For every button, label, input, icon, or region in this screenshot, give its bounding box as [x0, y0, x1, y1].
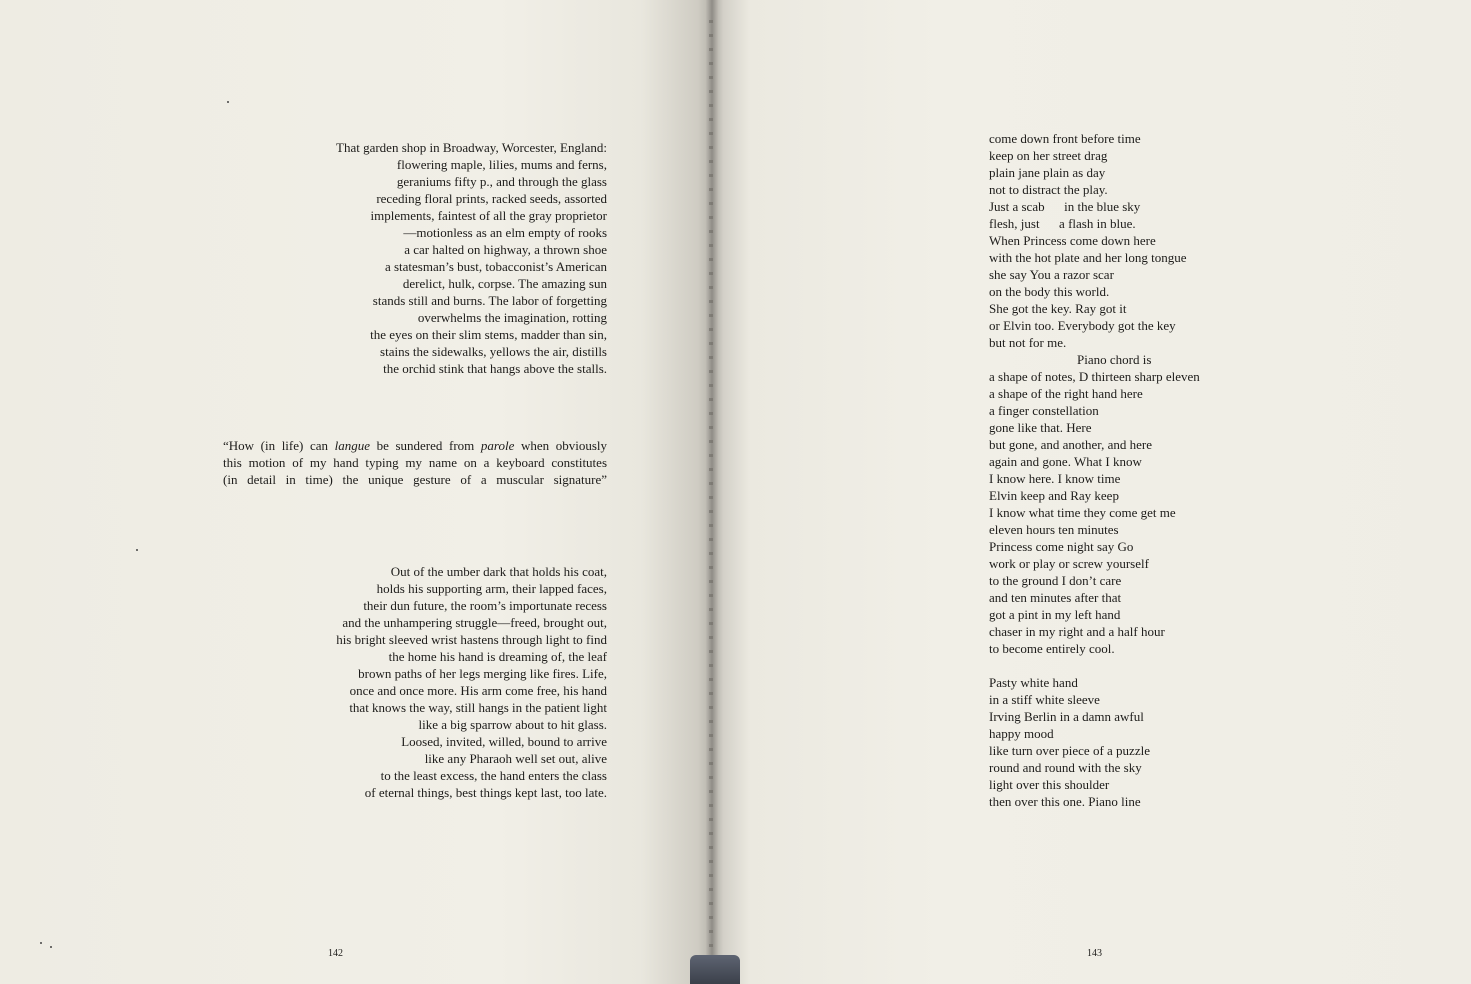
poem-line: That garden shop in Broadway, Worcester, England:: [336, 140, 607, 155]
poem-line: a shape of the right hand here: [989, 386, 1143, 401]
paper-speck: [136, 549, 138, 551]
poem-line: the home his hand is dreaming of, the leaf: [388, 649, 607, 664]
paper-speck: [227, 101, 229, 103]
paper-speck: [40, 942, 42, 944]
poem-line: happy mood: [989, 726, 1054, 741]
poem-line: the eyes on their slim stems, madder than sin,: [370, 327, 607, 342]
poem-line: a finger constellation: [989, 403, 1099, 418]
poem-line: keep on her street drag: [989, 148, 1108, 163]
poem-line: she say You a razor scar: [989, 267, 1114, 282]
poem-line: but not for me.: [989, 335, 1067, 350]
poem-line: not to distract the play.: [989, 182, 1108, 197]
poem-line: flesh, just a flash in blue.: [989, 216, 1136, 231]
poem-line: gone like that. Here: [989, 420, 1092, 435]
poem-piano: [989, 130, 1329, 810]
poem-line: When Princess come down here: [989, 233, 1156, 248]
poem-line: derelict, hulk, corpse. The amazing sun: [402, 276, 607, 291]
poem-line: plain jane plain as day: [989, 165, 1106, 180]
poem-line: I know what time they come get me: [989, 505, 1176, 520]
poem-line: like a big sparrow about to hit glass.: [418, 717, 607, 732]
poem-line: like turn over piece of a puzzle: [989, 743, 1150, 758]
poem-line: a shape of notes, D thirteen sharp eleven: [989, 369, 1200, 384]
poem-line: She got the key. Ray got it: [989, 301, 1127, 316]
poem-line: round and round with the sky: [989, 760, 1142, 775]
poem-line: Irving Berlin in a damn awful: [989, 709, 1144, 724]
poem-line: of eternal things, best things kept last, too late.: [364, 785, 607, 800]
poem-line: with the hot plate and her long tongue: [989, 250, 1187, 265]
binding-edge: [690, 955, 740, 984]
poem-line: implements, faintest of all the gray proprietor: [370, 208, 607, 223]
poem-line: like any Pharaoh well set out, alive: [424, 751, 607, 766]
poem-line: receding floral prints, racked seeds, assorted: [376, 191, 607, 206]
stanza-break: [989, 657, 1329, 674]
poem-line: flowering maple, lilies, mums and ferns,: [396, 157, 607, 172]
poem-line: overwhelms the imagination, rotting: [417, 310, 607, 325]
quote-langue-parole: [223, 437, 607, 488]
quote-line: (in detail in time) the unique gesture of a muscular signature”: [223, 472, 607, 487]
quote-line: this motion of my hand typing my name on a keyboard constitutes: [223, 455, 607, 470]
poem-line: or Elvin too. Everybody got the key: [989, 318, 1176, 333]
poem-stanza-umber-dark: [250, 563, 607, 801]
poem-line: but gone, and another, and here: [989, 437, 1153, 452]
poem-line: Just a scab in the blue sky: [989, 199, 1141, 214]
poem-line: again and gone. What I know: [989, 454, 1142, 469]
poem-line: to become entirely cool.: [989, 641, 1115, 656]
poem-line: brown paths of her legs merging like fires. Life,: [358, 666, 607, 681]
poem-line: stands still and burns. The labor of forgetting: [372, 293, 607, 308]
poem-line: eleven hours ten minutes: [989, 522, 1119, 537]
binding-stitches: [709, 20, 713, 960]
paper-speck: [50, 946, 52, 948]
poem-line: to the least excess, the hand enters the class: [380, 768, 607, 783]
poem-line: —motionless as an elm empty of rooks: [403, 225, 607, 240]
poem-line: got a pint in my left hand: [989, 607, 1121, 622]
poem-line: Loosed, invited, willed, bound to arrive: [401, 734, 607, 749]
page-number-left: 142: [328, 948, 343, 959]
poem-line: come down front before time: [989, 131, 1141, 146]
poem-line: I know here. I know time: [989, 471, 1121, 486]
poem-line: his bright sleeved wrist hastens through light to find: [336, 632, 607, 647]
poem-line: and ten minutes after that: [989, 590, 1122, 605]
poem-line: a car halted on highway, a thrown shoe: [404, 242, 607, 257]
poem-line: then over this one. Piano line: [989, 794, 1141, 809]
poem-line: Out of the umber dark that holds his coat,: [390, 564, 607, 579]
poem-line: a statesman’s bust, tobacconist’s American: [384, 259, 607, 274]
page-number-right: 143: [1087, 948, 1102, 959]
poem-line: on the body this world.: [989, 284, 1110, 299]
left-page: [0, 0, 712, 984]
poem-line: chaser in my right and a half hour: [989, 624, 1165, 639]
poem-line: once and once more. His arm come free, his hand: [349, 683, 607, 698]
poem-line: in a stiff white sleeve: [989, 692, 1100, 707]
poem-line: Elvin keep and Ray keep: [989, 488, 1119, 503]
poem-line: holds his supporting arm, their lapped faces,: [376, 581, 607, 596]
poem-line: light over this shoulder: [989, 777, 1110, 792]
poem-line: geraniums fifty p., and through the glass: [396, 174, 607, 189]
poem-line: Pasty white hand: [989, 675, 1078, 690]
poem-line: stains the sidewalks, yellows the air, distills: [380, 344, 607, 359]
poem-line: Princess come night say Go: [989, 539, 1134, 554]
poem-line: and the unhampering struggle—freed, brought out,: [342, 615, 607, 630]
poem-stanza-garden-shop: [250, 139, 607, 377]
quote-line: “How (in life) can langue be sundered from parole when obviously: [223, 438, 607, 453]
poem-line: that knows the way, still hangs in the patient light: [349, 700, 607, 715]
poem-line: their dun future, the room’s importunate recess: [363, 598, 607, 613]
right-page: [712, 0, 1471, 984]
poem-line: Piano chord is: [1077, 352, 1152, 367]
poem-line: the orchid stink that hangs above the stalls.: [383, 361, 607, 376]
poem-line: to the ground I don’t care: [989, 573, 1122, 588]
poem-line: work or play or screw yourself: [989, 556, 1149, 571]
